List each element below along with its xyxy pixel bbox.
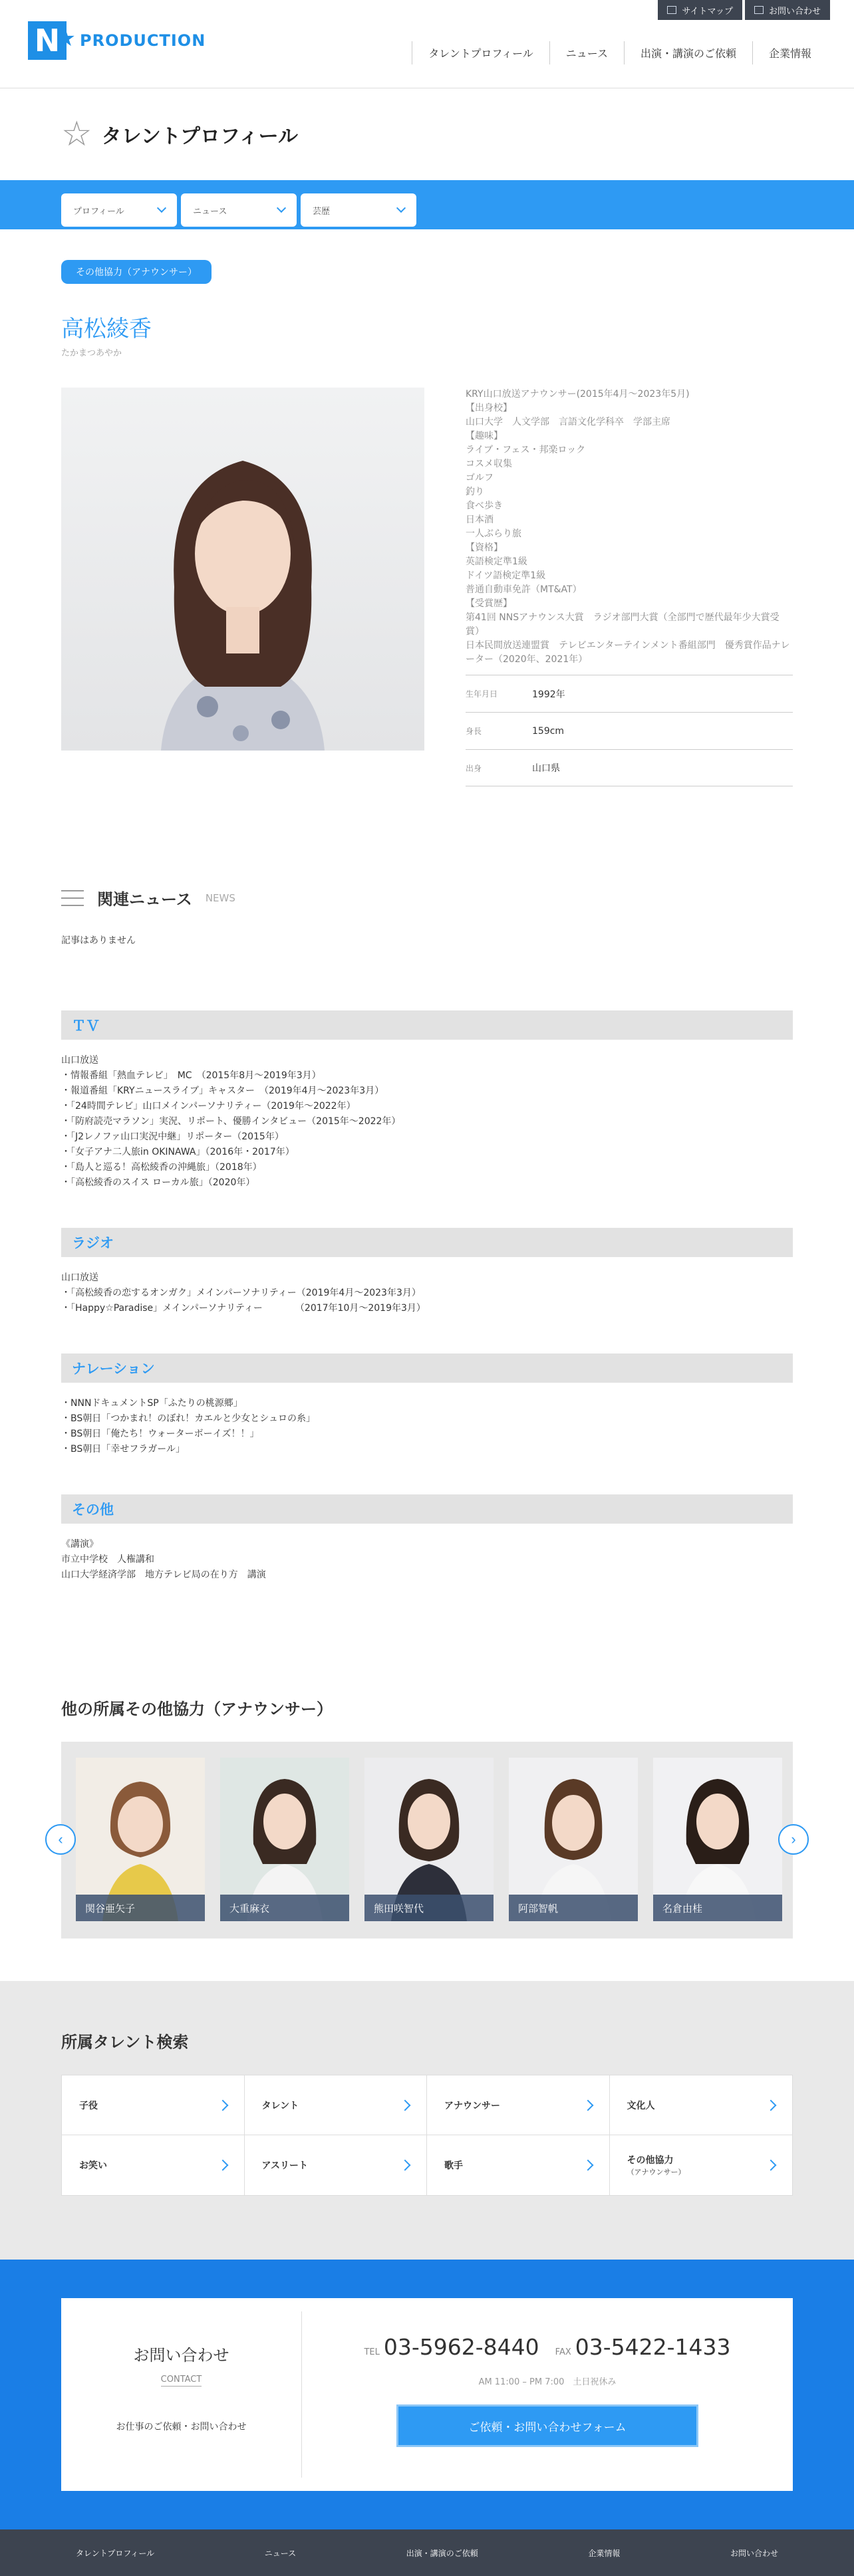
profile-select[interactable]: [61, 193, 177, 227]
search-item-singer[interactable]: [427, 2135, 610, 2195]
detail-label: 身長: [466, 727, 482, 736]
section-body: 山口放送 ・情報番組「熱血テレビ」 MC （2015年8月〜2019年3月） ・報道番組「KRYニュースライブ」キャスター （2019年4月〜2023年3月） ・「24時間テレビ」山口メインパーソナリティー（2019年〜2022年） ・「防府読売マラソン」実況、リポート、優勝インタビュー（2015年〜2022年） ・「J2レノファ山口実況中継」リポーター（2015年） ・「女子アナ二人旅in OKINAWA」（2016年・2017年） ・「島人と巡る！高松綾香の沖縄旅」（2018年） ・「高松綾香のスイス ローカル旅」（2020年）: [61, 1055, 401, 1188]
talent-search-area: [0, 1981, 854, 2260]
news-title-en: NEWS: [205, 891, 235, 904]
nav-talent-profile[interactable]: タレントプロフィール: [412, 41, 549, 64]
sitemap-link[interactable]: [658, 0, 742, 20]
talent-card[interactable]: [653, 1758, 782, 1921]
sitemap-icon: [667, 6, 676, 14]
logo-mark: [28, 21, 76, 60]
details-list: [466, 675, 793, 786]
chevron-down-icon: [396, 203, 406, 213]
logo-star-icon: ★: [55, 25, 76, 52]
profile-info: [466, 388, 793, 786]
chevron-down-icon: [157, 203, 166, 213]
filter-bar: [0, 180, 854, 229]
carousel-track: [76, 1758, 782, 1921]
mail-icon: [754, 6, 764, 14]
fax-group: [555, 2334, 731, 2360]
detail-label: 生年月日: [466, 689, 498, 699]
fax-number: 03-5422-1433: [575, 2334, 731, 2360]
news-heading: [61, 886, 793, 909]
main-content: [58, 229, 796, 1938]
chevron-right-icon: ›: [791, 1831, 796, 1847]
section-narration: [61, 1353, 793, 1457]
section-tv: [61, 1010, 793, 1191]
utility-bar: [658, 0, 830, 20]
news-empty-text: 記事はありません: [61, 935, 136, 946]
section-body: 山口放送 ・「高松綾香の恋するオンガク」メインパーソナリティー（2019年4月〜2023年3月） ・「Happy☆Paradise」メインパーソナリティー （2017年10月〜2019年3月）: [61, 1272, 426, 1314]
others-title: 他の所属その他協力（アナウンサー）: [61, 1700, 333, 1718]
news-title: 関連ニュース: [97, 890, 192, 909]
contact-desc: お仕事のご依頼・お問い合わせ: [116, 2422, 247, 2432]
category-badge[interactable]: その他協力（アナウンサー）: [61, 260, 212, 284]
talent-name: 高松綾香: [61, 316, 152, 342]
contact-box: [61, 2298, 793, 2491]
career-select[interactable]: [301, 193, 416, 227]
search-item-culture[interactable]: [610, 2075, 793, 2135]
contact-right: [302, 2298, 793, 2491]
search-item-other[interactable]: [610, 2135, 793, 2195]
nav-booking[interactable]: 出演・講演のご依頼: [624, 41, 752, 64]
footer-link-talent[interactable]: タレントプロフィール: [76, 2548, 155, 2558]
detail-row: [466, 675, 793, 712]
chevron-right-icon: [217, 2099, 228, 2111]
chevron-right-icon: [400, 2099, 411, 2111]
detail-row: [466, 712, 793, 749]
search-item-athlete[interactable]: [245, 2135, 428, 2195]
talent-card-name: 関谷亜矢子: [76, 1895, 205, 1921]
logo[interactable]: [28, 21, 206, 60]
talent-card-name: 阿部智帆: [509, 1895, 638, 1921]
section-radio: [61, 1228, 793, 1316]
portrait-image: [61, 388, 424, 751]
profile-block: [61, 388, 793, 786]
logo-text: PRODUCTION: [80, 31, 206, 50]
search-item-label: 文化人: [627, 2100, 655, 2111]
detail-value: 159cm: [532, 725, 565, 737]
page-title-area: [61, 88, 793, 180]
chevron-right-icon: [766, 2099, 777, 2111]
search-item-label: アナウンサー: [444, 2100, 500, 2111]
tel-group: [364, 2334, 539, 2360]
detail-value: 1992年: [532, 689, 565, 700]
talent-card-name: 熊田咲智代: [364, 1895, 494, 1921]
contact-title-en: CONTACT: [161, 2375, 202, 2387]
talent-carousel: [58, 1742, 796, 1938]
talent-kana: たかまつあやか: [61, 348, 122, 358]
section-body: 《講演》 市立中学校 人権講和 山口大学経済学部 地方テレビ局の在り方 講演: [61, 1539, 266, 1580]
search-item-label: タレント: [261, 2100, 299, 2111]
search-item-comedy[interactable]: [62, 2135, 245, 2195]
nav-news[interactable]: ニュース: [549, 41, 624, 64]
chevron-right-icon: [766, 2160, 777, 2171]
chevron-left-icon: ‹: [58, 1831, 63, 1847]
star-icon: ☆: [61, 114, 92, 154]
list-icon: [61, 890, 84, 906]
footer-link-contact[interactable]: お問い合わせ: [730, 2548, 778, 2558]
talent-photo: [61, 388, 424, 751]
contact-left: [61, 2311, 302, 2478]
contact-area: [0, 2260, 854, 2529]
news-select[interactable]: [181, 193, 297, 227]
logo-letter: N: [34, 23, 61, 59]
sitemap-label: サイトマップ: [682, 6, 733, 17]
detail-value: 山口県: [532, 763, 560, 774]
chevron-right-icon: [217, 2160, 228, 2171]
tel-label: TEL: [364, 2347, 380, 2357]
footer-link-company[interactable]: 企業情報: [588, 2548, 621, 2558]
footer-link-news[interactable]: ニュース: [264, 2548, 297, 2558]
news-select-value: ニュース: [193, 206, 227, 217]
detail-label: 出身: [466, 763, 482, 773]
chevron-down-icon: [277, 203, 286, 213]
search-item-label: お笑い: [79, 2161, 107, 2171]
tel-number[interactable]: 03-5962-8440: [383, 2334, 539, 2360]
site-header: [0, 0, 854, 88]
section-heading: ナレーション: [61, 1353, 793, 1383]
career-select-value: 芸歴: [313, 206, 331, 217]
section-heading: ＴＶ: [61, 1010, 793, 1040]
section-heading: ラジオ: [61, 1228, 793, 1257]
search-title: 所属タレント検索: [61, 2033, 189, 2051]
search-item-sub: （アナウンサー）: [627, 2168, 686, 2176]
chevron-right-icon: [400, 2160, 411, 2171]
search-item-announcer[interactable]: [427, 2075, 610, 2135]
search-item-main: その他協力: [627, 2155, 674, 2166]
office-hours: AM 11:00 – PM 7:00 土日祝休み: [478, 2377, 617, 2387]
talent-card-name: 名倉由桂: [653, 1895, 782, 1921]
search-grid: [61, 2075, 793, 2196]
talent-card-name: 大重麻衣: [220, 1895, 349, 1921]
detail-row: [466, 749, 793, 786]
search-item-label: [627, 2153, 686, 2177]
search-item-child[interactable]: [62, 2075, 245, 2135]
nav-company[interactable]: 企業情報: [752, 41, 827, 64]
carousel-prev-button[interactable]: [45, 1824, 76, 1855]
talent-card[interactable]: [509, 1758, 638, 1921]
section-body: ・NNNドキュメントSP「ふたりの桃源郷」 ・BS朝日「つかまれ！のぼれ！カエルと少女とシュロの糸」 ・BS朝日「俺たち！ウォーターボーイズ！！」 ・BS朝日「幸せフラガール」: [61, 1398, 315, 1455]
section-other: [61, 1494, 793, 1583]
contact-label: お問い合わせ: [768, 6, 821, 17]
contact-title: お問い合わせ: [133, 2346, 229, 2365]
profile-select-value: プロフィール: [73, 206, 124, 217]
contact-link[interactable]: [745, 0, 830, 20]
site-footer: [0, 2529, 854, 2576]
talent-card[interactable]: [76, 1758, 205, 1921]
carousel-next-button[interactable]: [778, 1824, 809, 1855]
search-item-label: アスリート: [261, 2161, 308, 2171]
global-nav: [412, 41, 827, 64]
fax-label: FAX: [555, 2347, 571, 2357]
chevron-right-icon: [582, 2099, 593, 2111]
chevron-right-icon: [582, 2160, 593, 2171]
talent-card[interactable]: [220, 1758, 349, 1921]
page-title: タレントプロフィール: [101, 125, 298, 148]
contact-form-button[interactable]: ご依頼・お問い合わせフォーム: [396, 2404, 698, 2447]
footer-link-booking[interactable]: 出演・講演のご依頼: [406, 2548, 478, 2558]
search-item-label: 子役: [79, 2100, 98, 2111]
phone-numbers: [364, 2334, 730, 2360]
section-heading: その他: [61, 1494, 793, 1524]
talent-card[interactable]: [364, 1758, 494, 1921]
talent-bio: KRY山口放送アナウンサー(2015年4月〜2023年5月) 【出身校】 山口大学 人文学部 言語文化学科卒 学部主席 【趣味】 ライブ・フェス・邦楽ロック コスメ収集 ゴルフ 釣り 食べ歩き 日本酒 一人ぶらり旅 【資格】 英語検定準1級 ドイツ語検定準1級 普通自動車免許（MT&AT） 【受賞歴】 第41回 NNSアナウンス大賞 ラジオ部門大賞（全部門で歴代最年少大賞受賞） 日本民間放送連盟賞 テレビエンターテインメント番組部門 優秀賞作品ナレーター（2020年、2021年）: [466, 389, 790, 665]
search-item-talent[interactable]: [245, 2075, 428, 2135]
search-item-label: 歌手: [444, 2161, 463, 2171]
